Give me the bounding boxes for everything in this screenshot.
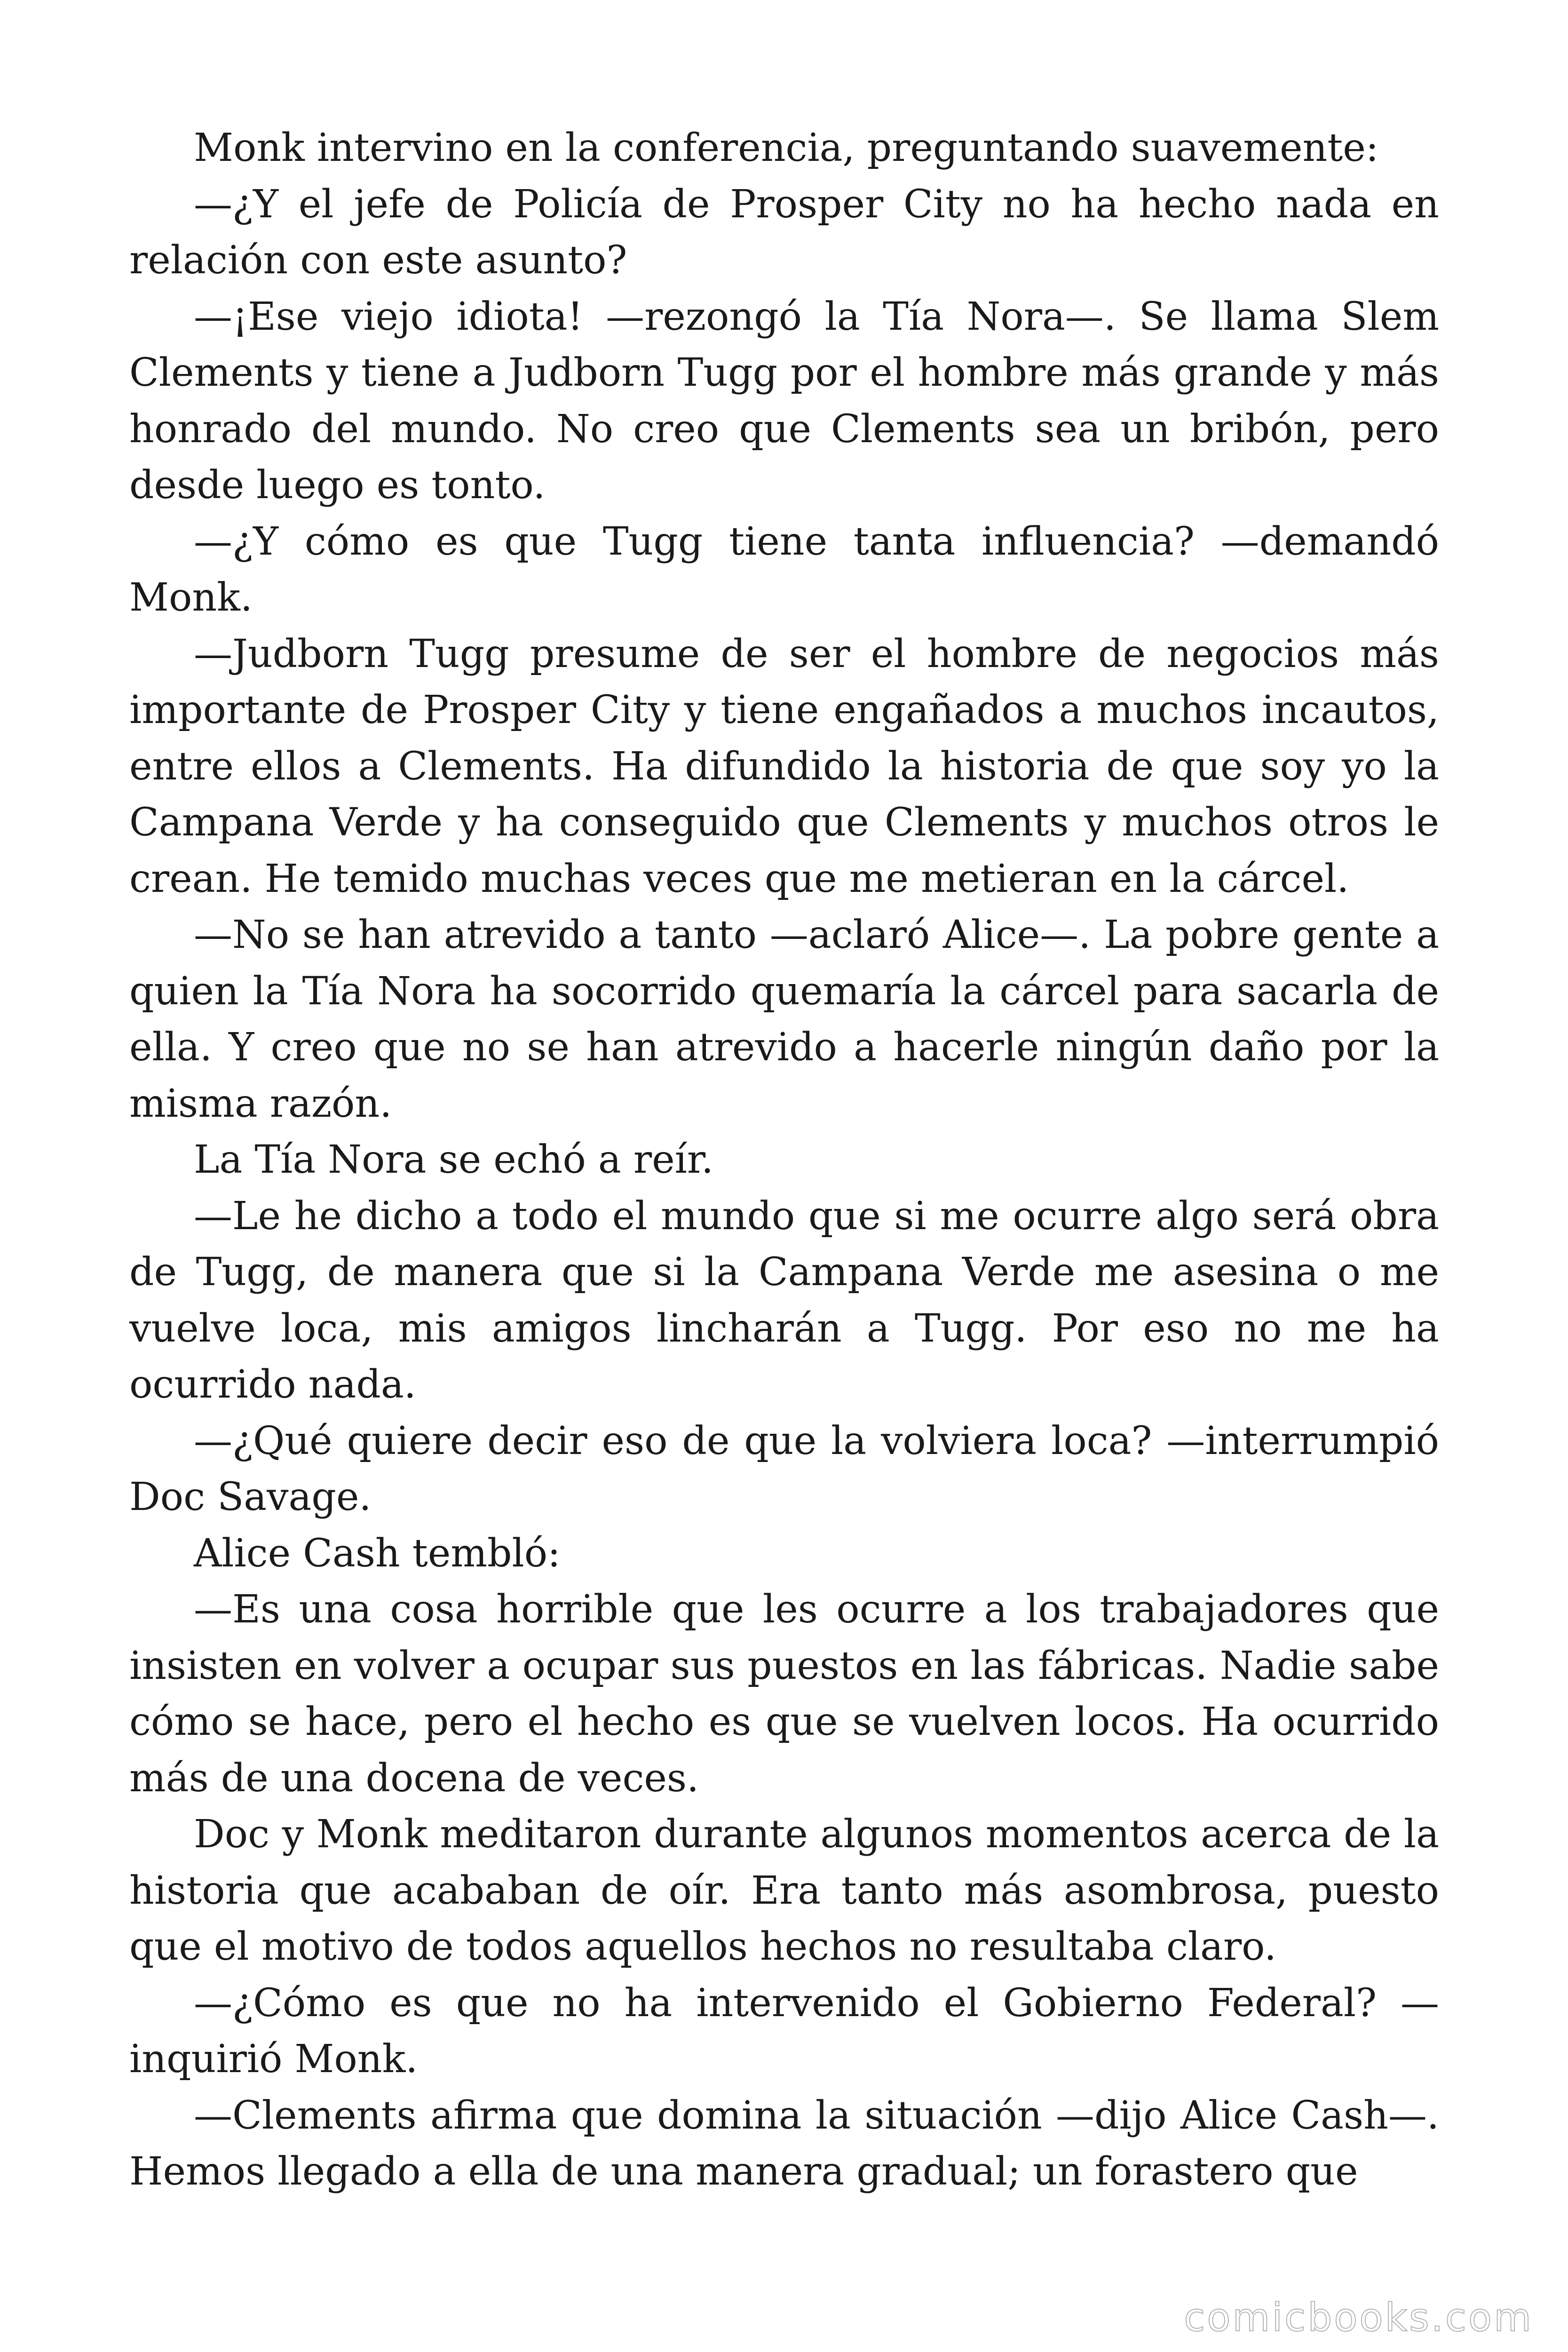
book-page-text — [129, 120, 1439, 2200]
paragraph-2: —¿Y el jefe de Policía de Prosper City no ha hecho nada en relación con este asunto? — [129, 182, 1439, 283]
paragraph-10: Alice Cash tembló: — [194, 1531, 561, 1576]
paragraph-6: —No se han atrevido a tanto —aclaró Alice—. La pobre gente a quien la Tía Nora ha socorrido quemaría la cárcel para sacarla de ella. Y creo que no se han atrevido a hacerle ningún daño por la misma razón. — [129, 913, 1439, 1126]
paragraph-1: Monk intervino en la conferencia, preguntando suavemente: — [194, 126, 1379, 170]
paragraph-11: —Es una cosa horrible que les ocurre a los trabajadores que insisten en volver a ocupar sus puestos en las fábricas. Nadie sabe cómo se hace, pero el hecho es que se vuelven locos. Ha ocurrido más de una docena de veces. — [129, 1587, 1439, 1801]
paragraph-5: —Judborn Tugg presume de ser el hombre de negocios más importante de Prosper City y tiene engañados a muchos incautos, entre ellos a Clements. Ha difundido la historia de que soy yo la Campana Verde y ha conseguido que Clements y muchos otros le crean. He temido muchas veces que me metieran en la cárcel. — [129, 631, 1439, 901]
paragraph-4: —¿Y cómo es que Tugg tiene tanta influencia? —demandó Monk. — [129, 519, 1439, 620]
paragraph-13: —¿Cómo es que no ha intervenido el Gobierno Federal? —inquirió Monk. — [129, 1980, 1439, 2082]
paragraph-9: —¿Qué quiere decir eso de que la volviera loca? —interrumpió Doc Savage. — [129, 1418, 1439, 1519]
paragraph-7: La Tía Nora se echó a reír. — [194, 1137, 714, 1182]
watermark-text: comicbooks.com — [1184, 2296, 1533, 2340]
paragraph-14: —Clements afirma que domina la situación —dijo Alice Cash—. Hemos llegado a ella de una manera gradual; un forastero que — [129, 2093, 1439, 2194]
paragraph-12: Doc y Monk meditaron durante algunos momentos acerca de la historia que acababan de oír. Era tanto más asombrosa, puesto que el motivo de todos aquellos hechos no resultaba claro. — [129, 1812, 1439, 1969]
paragraph-3: —¡Ese viejo idiota! —rezongó la Tía Nora—. Se llama Slem Clements y tiene a Judborn Tugg por el hombre más grande y más honrado del mundo. No creo que Clements sea un bribón, pero desde luego es tonto. — [129, 294, 1439, 508]
paragraph-8: —Le he dicho a todo el mundo que si me ocurre algo será obra de Tugg, de manera que si la Campana Verde me asesina o me vuelve loca, mis amigos lincharán a Tugg. Por eso no me ha ocurrido nada. — [129, 1193, 1439, 1407]
